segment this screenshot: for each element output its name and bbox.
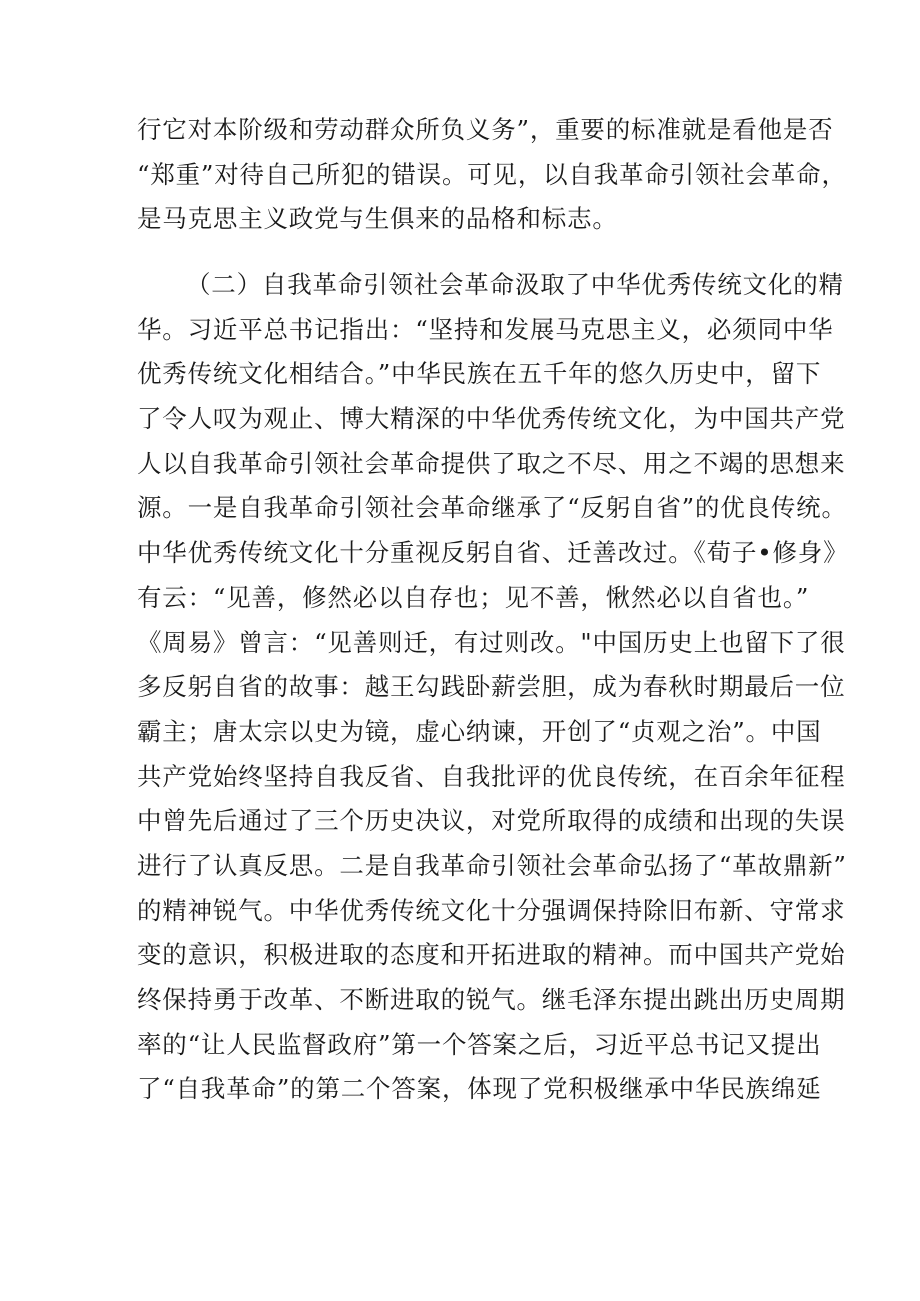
paragraph-line: “郑重”对待自己所犯的错误。可见，以自我革命引领社会革命，: [137, 159, 847, 189]
paragraph-line: 变的意识，积极进取的态度和开拓进取的精神。而中国共产党始: [137, 940, 846, 970]
paragraph-line: 多反躬自省的故事：越王勾践卧薪尝胆，成为春秋时期最后一位: [137, 672, 846, 702]
paragraph-line: 行它对本阶级和劳动群众所负义务”，重要的标准就是看他是否: [137, 115, 834, 144]
paragraph-2: [137, 263, 849, 1112]
paragraph-line: （二）自我革命引领社会革命汲取了中华优秀传统文化的精: [186, 270, 844, 299]
paragraph-line: 了令人叹为观止、博大精深的中华优秀传统文化，为中国共产党: [137, 404, 846, 434]
paragraph-line: 率的“让人民监督政府”第一个答案之后，习近平总书记又提出: [137, 1029, 822, 1059]
paragraph-line: 《周易》曾言：“见善则迁，有过则改。"中国历史上也留下了很: [137, 627, 846, 657]
paragraph-line: 中曾先后通过了三个历史决议，对党所取得的成绩和出现的失误: [137, 806, 846, 836]
paragraph-line: 共产党始终坚持自我反省、自我批评的优良传统，在百余年征程: [137, 761, 846, 791]
paragraph-line: 霸主；唐太宗以史为镜，虚心纳谏，开创了“贞观之治”。中国: [137, 716, 822, 746]
paragraph-line: 源。一是自我革命引领社会革命继承了“反躬自省”的优良传统。: [137, 493, 847, 523]
paragraph-1: [137, 108, 847, 242]
paragraph-line: 有云：“见善，修然必以自存也；见不善，愀然必以自省也。”: [137, 582, 810, 612]
paragraph-line: 终保持勇于改革、不断进取的锐气。继毛泽东提出跳出历史周期: [137, 985, 846, 1014]
paragraph-line: 华。习近平总书记指出：“坚持和发展马克思主义，必须同中华: [137, 314, 834, 344]
paragraph-line: 优秀传统文化相结合。”中华民族在五千年的悠久历史中，留下: [137, 359, 822, 389]
paragraph-line: 的精神锐气。中华优秀传统文化十分强调保持除旧布新、守常求: [137, 895, 846, 925]
paragraph-line: 进行了认真反思。二是自我革命引领社会革命弘扬了“革故鼎新”: [137, 850, 847, 880]
paragraph-line: 人以自我革命引领社会革命提供了取之不尽、用之不竭的思想来: [137, 448, 846, 478]
paragraph-line: 了“自我革命”的第二个答案，体现了党积极继承中华民族绵延: [137, 1074, 822, 1104]
paragraph-line: 是马克思主义政党与生俱来的品格和标志。: [137, 204, 618, 234]
paragraph-line: 中华优秀传统文化十分重视反躬自省、迁善改过。《荀子•修身》: [137, 538, 849, 568]
